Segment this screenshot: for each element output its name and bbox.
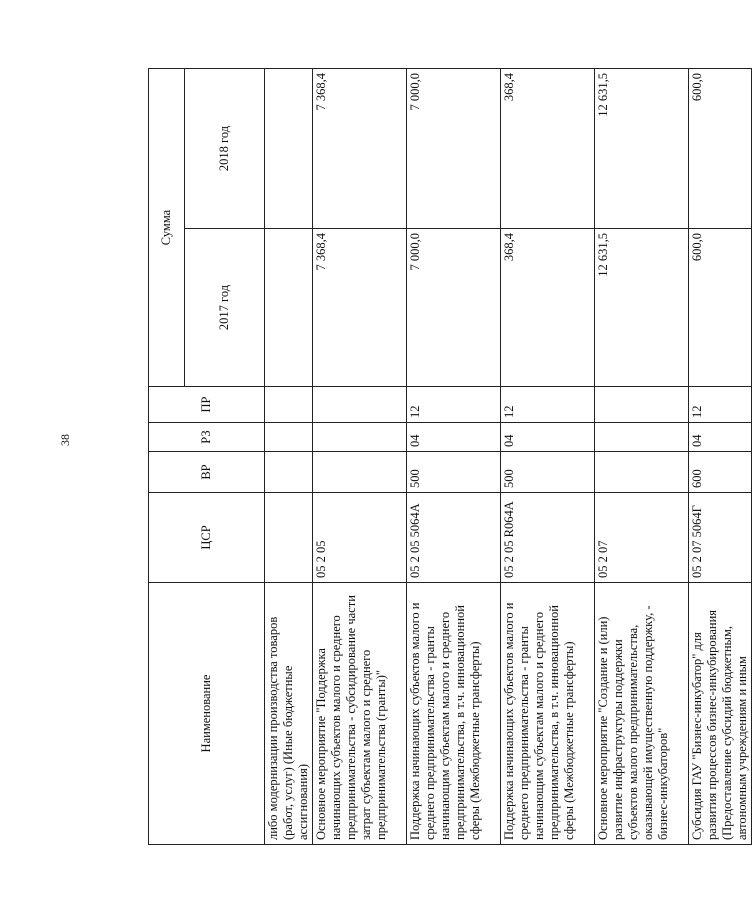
table-header-row bbox=[149, 69, 185, 845]
row-vr: 500 bbox=[407, 452, 501, 493]
row-csr: 05 2 07 5064Г bbox=[689, 493, 752, 583]
row-sum-2018: 12 631,5 bbox=[595, 69, 689, 229]
row-name: Основное мероприятие "Поддержка начинающих субъектов малого и среднего предпринимательства - субсидирование части затрат субъектам малого и среднего предпринимательства (гранты)" bbox=[313, 583, 407, 845]
row-pr: 12 bbox=[407, 387, 501, 423]
table-row bbox=[407, 69, 501, 845]
row-rz bbox=[595, 423, 689, 452]
row-name: Основное мероприятие "Создание и (или) развитие инфраструктуры поддержки субъектов малого предпринимательства, оказывающей имущественную поддержку, - бизнес-инкубаторов" bbox=[595, 583, 689, 845]
row-vr: 500 bbox=[501, 452, 595, 493]
table-row bbox=[265, 69, 313, 845]
row-name: Поддержка начинающих субъектов малого и среднего предпринимательства - гранты начинающим субъектам малого и среднего предпринимательства, в т.ч. инновационной сферы (Межбюджетные трансферты) bbox=[407, 583, 501, 845]
table-row bbox=[501, 69, 595, 845]
header-2018: 2018 год bbox=[185, 69, 265, 229]
row-sum-2017: 600,0 bbox=[689, 229, 752, 387]
row-sum-2017: 7 000,0 bbox=[407, 229, 501, 387]
row-name: Поддержка начинающих субъектов малого и среднего предпринимательства - гранты начинающим субъектам малого и среднего предпринимательства, в т.ч. инновационной сферы (Межбюджетные трансферты) bbox=[501, 583, 595, 845]
row-csr: 05 2 05 5064А bbox=[407, 493, 501, 583]
row-rz: 04 bbox=[689, 423, 752, 452]
row-pr: 12 bbox=[689, 387, 752, 423]
header-vr: ВР bbox=[149, 452, 265, 493]
row-sum-2017: 7 368,4 bbox=[313, 229, 407, 387]
header-2017: 2017 год bbox=[185, 229, 265, 387]
row-csr: 05 2 05 R064А bbox=[501, 493, 595, 583]
header-name: Наименование bbox=[149, 583, 265, 845]
row-sum-2018 bbox=[265, 69, 313, 229]
row-csr: 05 2 05 bbox=[313, 493, 407, 583]
row-sum-2017: 368,4 bbox=[501, 229, 595, 387]
header-sum: Сумма bbox=[149, 69, 185, 387]
row-sum-2018: 600,0 bbox=[689, 69, 752, 229]
header-rz: РЗ bbox=[149, 423, 265, 452]
row-sum-2017: 12 631,5 bbox=[595, 229, 689, 387]
row-pr bbox=[265, 387, 313, 423]
header-pr: ПР bbox=[149, 387, 265, 423]
row-rz: 04 bbox=[501, 423, 595, 452]
row-pr bbox=[595, 387, 689, 423]
row-name: либо модернизации производства товаров (работ, услуг) (Иные бюджетные ассигнования) bbox=[265, 583, 313, 845]
row-rz bbox=[265, 423, 313, 452]
row-rz: 04 bbox=[407, 423, 501, 452]
row-rz bbox=[313, 423, 407, 452]
table-row bbox=[313, 69, 407, 845]
row-pr bbox=[313, 387, 407, 423]
table-row bbox=[595, 69, 689, 845]
table-row bbox=[689, 69, 752, 845]
row-vr: 600 bbox=[689, 452, 752, 493]
row-sum-2018: 7 368,4 bbox=[313, 69, 407, 229]
row-csr bbox=[265, 493, 313, 583]
row-csr: 05 2 07 bbox=[595, 493, 689, 583]
row-name: Субсидия ГАУ "Бизнес-инкубатор" для развития процессов бизнес-инкубирования (Предоставление субсидий бюджетным, автономным учреждениям и иным bbox=[689, 583, 752, 845]
budget-table bbox=[148, 68, 752, 845]
row-vr bbox=[313, 452, 407, 493]
row-pr: 12 bbox=[501, 387, 595, 423]
budget-table-rotated bbox=[148, 69, 749, 845]
row-vr bbox=[595, 452, 689, 493]
row-sum-2017 bbox=[265, 229, 313, 387]
row-sum-2018: 368,4 bbox=[501, 69, 595, 229]
row-sum-2018: 7 000,0 bbox=[407, 69, 501, 229]
header-csr: ЦСР bbox=[149, 493, 265, 583]
row-vr bbox=[265, 452, 313, 493]
page-number: 38 bbox=[58, 434, 72, 446]
